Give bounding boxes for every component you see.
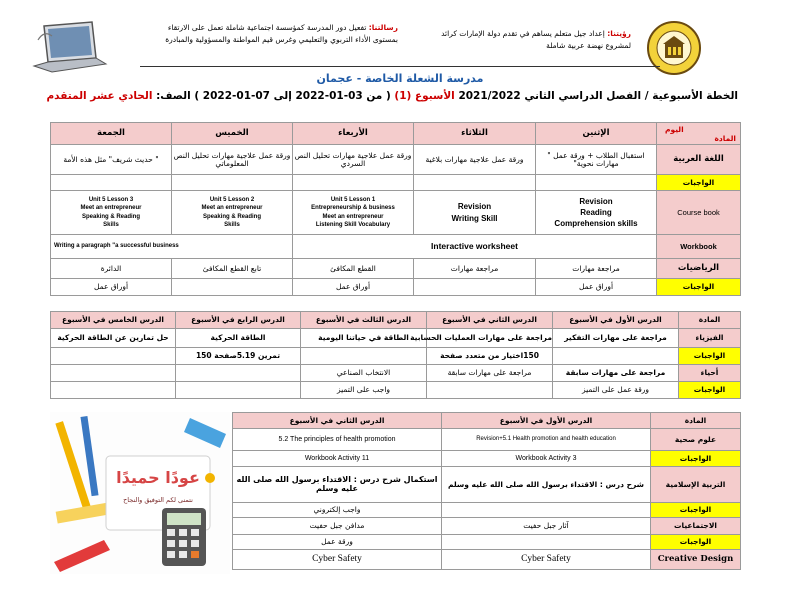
english-monday-line: Revision [579,197,613,206]
english-thursday-line: Unit 5 Lesson 2 [209,196,255,203]
math-homework-thursday [172,279,293,296]
class-name: الحادي عشر المتقدم [46,90,153,102]
class-prefix: الصف: [156,90,191,102]
math-thursday: تابع القطع المكافئ [172,259,293,279]
english-thursday-line: Meet an entrepreneur [201,205,263,211]
school-logo [646,20,702,76]
math-tuesday: مراجعة مهارات [414,259,536,279]
mission-text: تفعيل دور المدرسة كمؤسسة اجتماعية شاملة تعمل على الارتقاء بمستوى الأداء التربوي والتعليمي وغرس قيم المواطنة والمسؤولية والمبادرة [165,23,398,44]
homework-label-social: الواجبات [651,535,741,550]
english-wednesday-line: Meet an entrepreneur [322,213,384,220]
social-row [233,518,741,535]
header-lesson-5: الدرس الخامس في الأسبوع [51,312,176,329]
other-header-lesson-2: الدرس الثاني في الأسبوع [233,413,442,429]
physics-homework-row [51,348,741,365]
health-lesson-2: 5.2 The principles of health promotion [233,429,442,451]
laptop-illustration [30,20,108,78]
day-thursday: الخميس [172,123,293,145]
back-to-school-banner [50,412,230,574]
school-supplies-icon [50,412,230,574]
subject-creative-design: Creative Design [651,550,741,570]
subject-workbook: Workbook [657,235,741,259]
lessons-header-row [51,312,741,329]
physics-homework-5 [51,348,176,365]
subject-health: علوم صحية [651,429,741,451]
other-header-row [233,413,741,429]
islamic-row [233,467,741,503]
day-tuesday: الثلاثاء [414,123,536,145]
islamic-homework-row [233,503,741,518]
design-lesson-1: Cyber Safety [442,550,651,570]
biology-homework-4 [176,382,301,399]
english-tuesday-line: Revision [457,201,492,211]
arabic-thursday: ورقة عمل علاجية مهارات تحليل النص المعلوماتي [172,145,293,175]
math-homework-row [51,279,741,296]
biology-lesson-5 [51,365,176,382]
school-name: مدرسة الشعلة الخاصة - عجمان [316,72,484,85]
physics-row [51,329,741,348]
physics-homework-4: تمرين 5.19صفحة 150 [176,348,301,365]
social-homework-row [233,535,741,550]
islamic-homework-1 [442,503,651,518]
plan-title [48,90,738,102]
header-subject: المادة [679,312,741,329]
arabic-homework-row [51,175,741,191]
homework-label-biology: الواجبات [679,382,741,399]
arabic-wednesday: ورقة عمل علاجية مهارات تحليل النص السردي [293,145,414,175]
english-tuesday [414,191,536,235]
english-thursday [172,191,293,235]
header-lesson-3: الدرس الثالث في الأسبوع [301,312,427,329]
homework-label-health: الواجبات [651,451,741,467]
english-row [51,191,741,235]
social-homework-1 [442,535,651,550]
header-lesson-1: الدرس الأول في الأسبوع [553,312,679,329]
biology-lesson-3: الانتخاب الصناعي [301,365,427,382]
subject-islamic: التربية الإسلامية [651,467,741,503]
plan-prefix: الخطة الأسبوعية / الفصل الدراسي الثاني 2021/2022 [458,90,738,102]
physics-homework-1 [553,348,679,365]
arabic-row [51,145,741,175]
banner-title: عودًا حميدًا [116,468,200,487]
header-lesson-4: الدرس الرابع في الأسبوع [176,312,301,329]
arabic-homework-cell [293,175,414,191]
workbook-mon-wed: Interactive worksheet [293,235,657,259]
homework-label-islamic: الواجبات [651,503,741,518]
design-lesson-2: Cyber Safety [233,550,442,570]
math-wednesday: القطع المكافئ [293,259,414,279]
social-lesson-2: مدافن جبل حفيت [233,518,442,535]
other-subjects-table [232,412,741,570]
english-friday-line: Unit 5 Lesson 3 [88,196,134,203]
physics-homework-3 [301,348,427,365]
week-label: الأسبوع (1) [394,90,455,102]
header-lesson-2: الدرس الثاني في الأسبوع [427,312,553,329]
health-homework-row [233,451,741,467]
biology-lesson-1: مراجعة على مهارات سابقة [553,365,679,382]
math-homework-wednesday: أوراق عمل [293,279,414,296]
english-wednesday [293,191,414,235]
physics-lesson-2: مراجعة على مهارات العمليات الحسابية [427,329,553,348]
day-wednesday: الأربعاء [293,123,414,145]
vision-label: رؤيتنا: [607,29,631,38]
subject-arabic: اللغة العربية [657,145,741,175]
biology-homework-3: واجب على التميز [301,382,427,399]
homework-label-physics: الواجبات [679,348,741,365]
banner-subtitle: نتمنى لكم التوفيق والنجاح [123,496,193,504]
social-homework-2: ورقة عمل [233,535,442,550]
english-wednesday-line: Unit 5 Lesson 1 [330,196,376,203]
social-lesson-1: آثار جبل حفيت [442,518,651,535]
arabic-homework-cell [414,175,536,191]
math-homework-tuesday [414,279,536,296]
arabic-homework-cell [172,175,293,191]
subject-coursebook: Course book [657,191,741,235]
islamic-homework-2: واجب إلكتروني [233,503,442,518]
health-homework-2: Workbook Activity 11 [233,451,442,467]
weekly-table-main [50,122,741,296]
homework-label-math: الواجبات [657,279,741,296]
biology-lesson-2: مراجعة على مهارات سابقة [427,365,553,382]
arabic-monday: استقبال الطلاب + ورقة عمل " مهارات نحوية" [536,145,657,175]
physics-homework-2: 150اختيار من متعدد صفحة [427,348,553,365]
english-thursday-line: Skills [224,222,240,228]
homework-label-arabic: الواجبات [657,175,741,191]
math-row [51,259,741,279]
arabic-homework-cell [536,175,657,191]
subject-biology: أحياء [679,365,741,382]
date-range: ( من 03-01-2022 إلى 07-01-2022 ) [194,90,391,102]
other-header-lesson-1: الدرس الأول في الأسبوع [442,413,651,429]
math-friday: الدائرة [51,259,172,279]
english-wednesday-line: Listening Skill Vocabulary [315,222,391,228]
physics-lesson-4: الطاقة الحركية [176,329,301,348]
corner-cell [657,123,741,145]
school-logo-icon [646,20,702,76]
mission-label: رسالتنا: [368,23,398,32]
islamic-lesson-2: استكمال شرح درس : الاقتداء برسول الله صلى الله عليه وسلم [233,467,442,503]
physics-lesson-3: الطاقة في حياتنا اليومية [301,329,427,348]
english-monday-line: Reading [580,208,612,217]
mission-box [140,20,402,60]
math-homework-monday: أوراق عمل [536,279,657,296]
biology-homework-1: ورقة عمل على التميز [553,382,679,399]
subject-physics: الفيزياء [679,329,741,348]
arabic-homework-cell [51,175,172,191]
biology-homework-row [51,382,741,399]
english-thursday-line: Speaking & Reading [202,213,261,220]
arabic-tuesday: ورقة عمل علاجية مهارات بلاغية [414,145,536,175]
english-tuesday-line: Writing Skill [451,213,498,223]
day-friday: الجمعة [51,123,172,145]
health-homework-1: Workbook Activity 3 [442,451,651,467]
health-row [233,429,741,451]
arabic-friday: " حديث شريف" مثل هذه الأمة [51,145,172,175]
corner-subject: المادة [714,133,736,143]
biology-lesson-4 [176,365,301,382]
design-row [233,550,741,570]
workbook-thu-fri: Writing a paragraph "a successful business [51,235,293,259]
english-monday [536,191,657,235]
other-header-subject: المادة [651,413,741,429]
science-table [50,311,741,399]
math-monday: مراجعة مهارات [536,259,657,279]
physics-lesson-1: مراجعة على مهارات التفكير [553,329,679,348]
health-lesson-1: Revision+5.1 Health promotion and health education [442,429,651,451]
physics-lesson-5: حل تمارين عن الطاقة الحركية [51,329,176,348]
english-friday [51,191,172,235]
days-header-row [51,123,741,145]
vision-box [421,26,635,56]
biology-homework-2 [427,382,553,399]
english-wednesday-line: Entrepreneurship & business [311,205,395,211]
islamic-lesson-1: شرح درس : الاقتداء برسول الله صلى الله عليه وسلم [442,467,651,503]
math-homework-friday: أوراق عمل [51,279,172,296]
biology-row [51,365,741,382]
english-friday-line: Skills [103,222,119,228]
english-friday-line: Meet an entrepreneur [80,205,142,211]
english-monday-line: Comprehension skills [554,219,638,228]
workbook-row [51,235,741,259]
subject-social: الاجتماعيات [651,518,741,535]
vision-text: إعداد جيل متعلم يساهم في تقدم دولة الإمارات كرائد لمشروع نهضة عربية شاملة [441,29,631,50]
day-monday: الإثنين [536,123,657,145]
subject-math: الرياضيات [657,259,741,279]
corner-day: اليوم [665,124,684,134]
english-friday-line: Speaking & Reading [81,213,140,220]
laptop-icon [30,20,108,78]
biology-homework-5 [51,382,176,399]
